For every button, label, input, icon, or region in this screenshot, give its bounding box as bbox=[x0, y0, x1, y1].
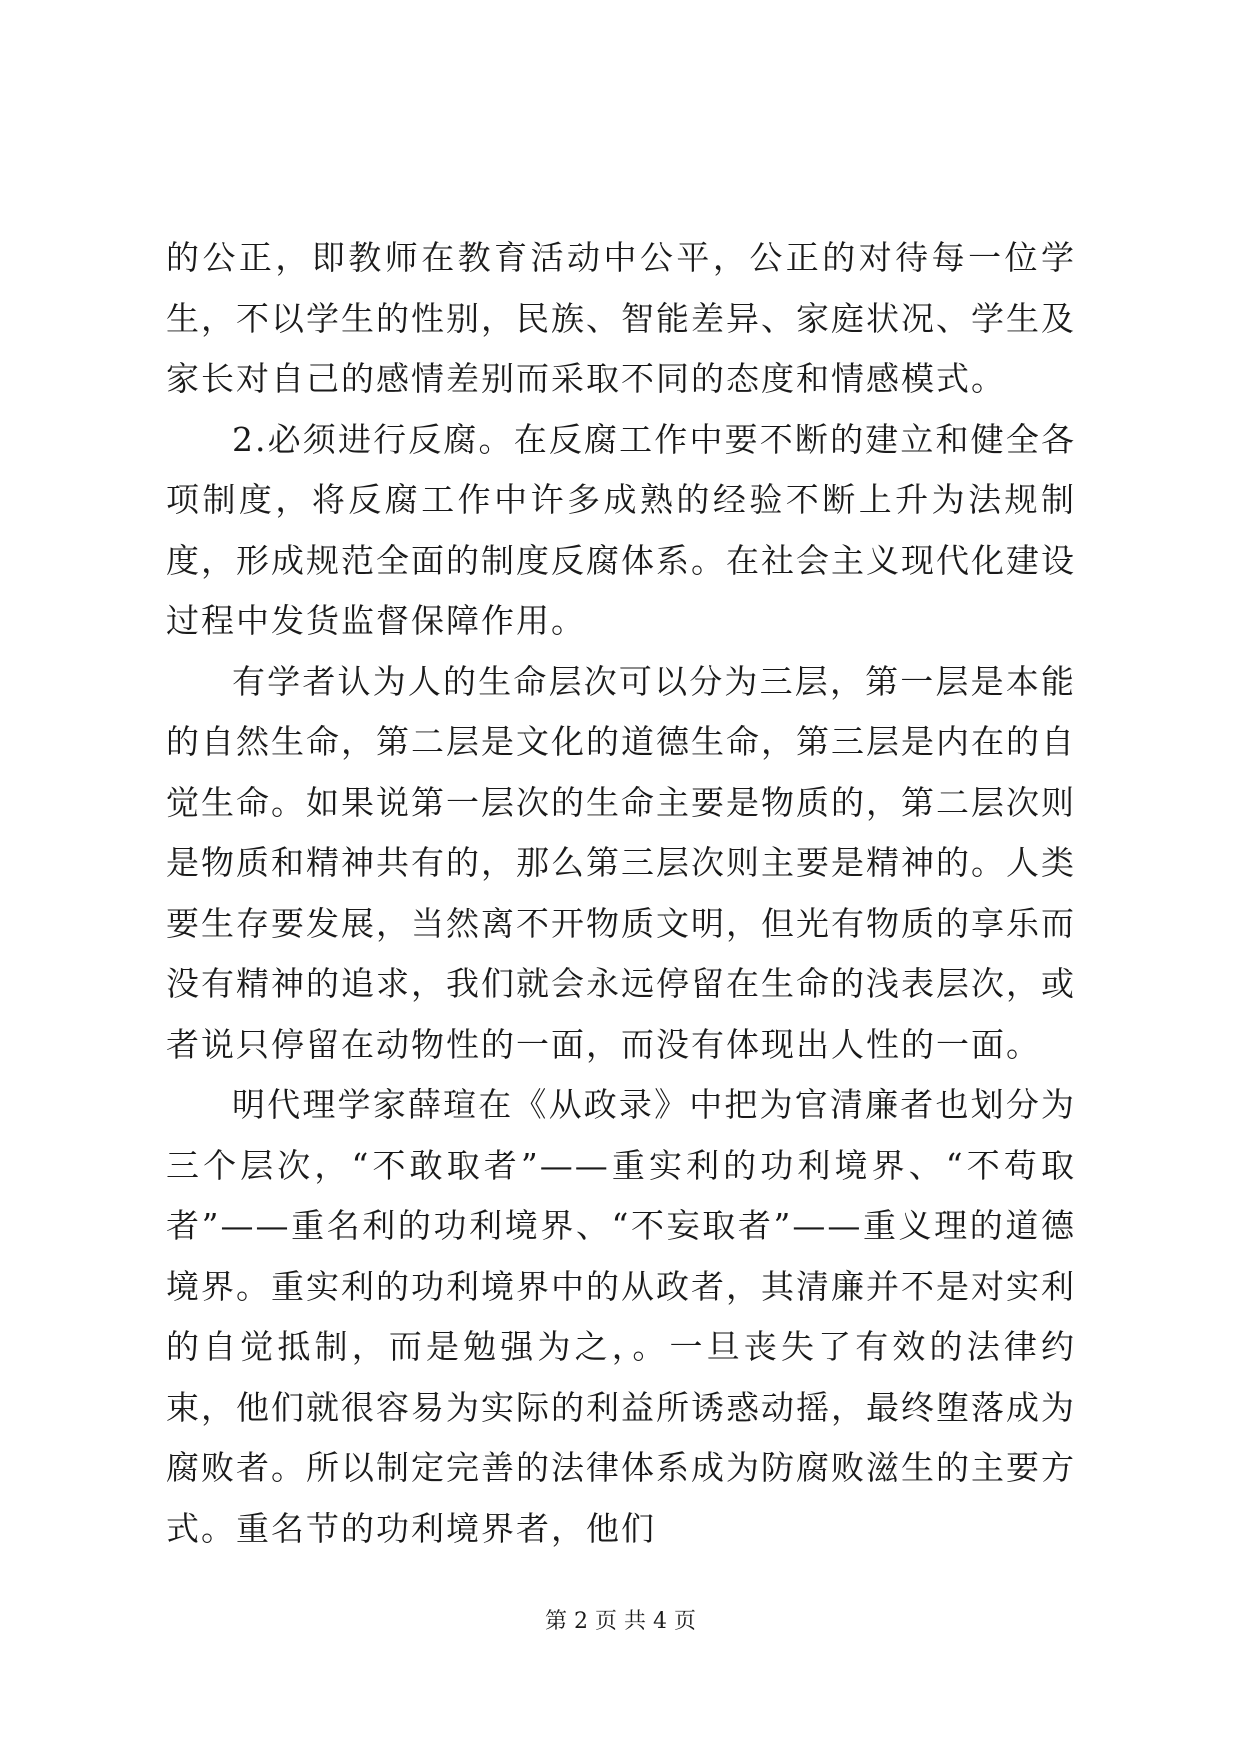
paragraph-life-levels: 有学者认为人的生命层次可以分为三层，第一层是本能的自然生命，第二层是文化的道德生命，第三层是内在的自觉生命。如果说第一层次的生命主要是物质的，第二层次则是物质和精神共有的，那么第三层次则主要是精神的。人类要生存要发展，当然离不开物质文明，但光有物质的享乐而没有精神的追求，我们就会永远停留在生命的浅表层次，或者说只停留在动物性的一面，而没有体现出人性的一面。 bbox=[166, 661, 1076, 1064]
paragraph-continued: 的公正，即教师在教育活动中公平，公正的对待每一位学生，不以学生的性别，民族、智能差异、家庭状况、学生及家长对自己的感情差别而采取不同的态度和情感模式。 bbox=[166, 238, 1076, 398]
paragraph-anti-corruption: 2.必须进行反腐。在反腐工作中要不断的建立和健全各项制度，将反腐工作中许多成熟的经验不断上升为法规制度，形成规范全面的制度反腐体系。在社会主义现代化建设过程中发货监督保障作用。 bbox=[166, 419, 1076, 640]
document-body bbox=[166, 228, 1076, 1559]
page-number-footer: 第 2 页 共 4 页 bbox=[545, 1609, 696, 1634]
paragraph-xue-xuan: 明代理学家薛瑄在《从政录》中把为官清廉者也划分为三个层次，“不敢取者”——重实利的功利境界、“不苟取者”——重名利的功利境界、“不妄取者”——重义理的道德境界。重实利的功利境界中的从政者，其清廉并不是对实利的自觉抵制，而是勉强为之，。一旦丧失了有效的法律约束，他们就很容易为实际的利益所诱惑动摇，最终堕落成为腐败者。所以制定完善的法律体系成为防腐败滋生的主要方式。重名节的功利境界者，他们 bbox=[166, 1085, 1076, 1548]
